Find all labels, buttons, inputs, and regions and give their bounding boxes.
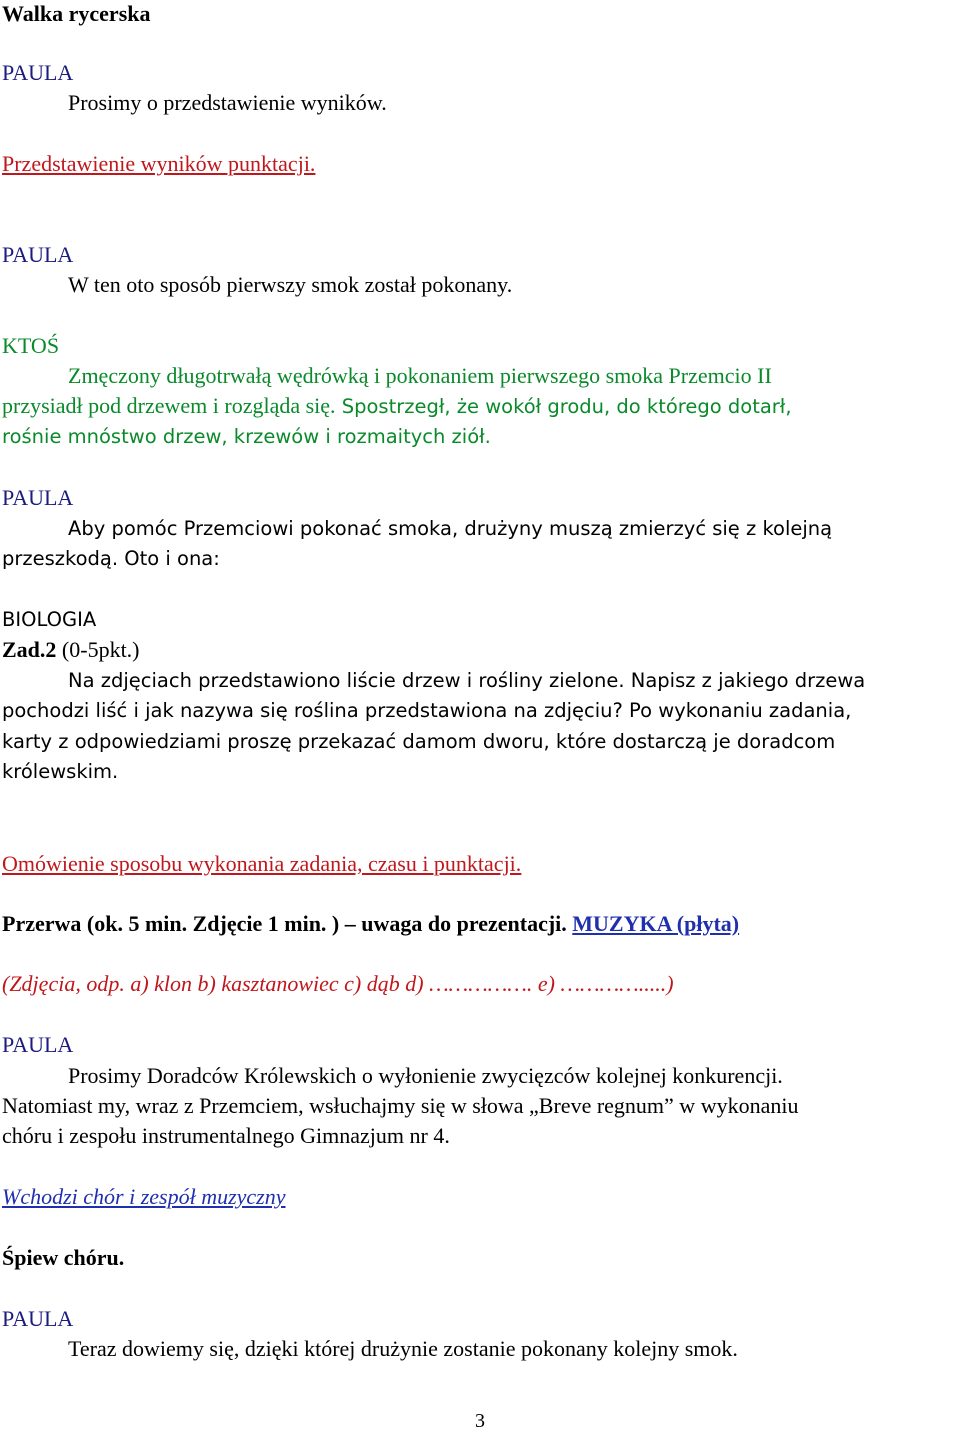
page-title: Walka rycerska <box>2 1 151 26</box>
task-line: karty z odpowiedziami proszę przekazać damom dworu, które dostarczą je doradcom <box>2 730 836 753</box>
answers-note: (Zdjęcia, odp. a) klon b) kasztanowiec c) dąb d) ……………. e) ………….....) <box>2 971 674 996</box>
dialogue-line: Aby pomóc Przemciowi pokonać smoka, drużyny muszą zmierzyć się z kolejną <box>68 517 833 540</box>
dialogue-segment: Oto i ona: <box>118 547 220 570</box>
dialogue-line: chóru i zespołu instrumentalnego Gimnazjum nr 4. <box>2 1123 450 1148</box>
task-segment: Na zdjęciach przedstawiono liście drzew i rośliny zielone. <box>68 669 625 692</box>
task-segment: Napisz z jakiego drzewa <box>624 669 866 692</box>
dialogue-line: Natomiast my, wraz z Przemciem, wsłuchajmy się w słowa „Breve regnum” w wykonaniu <box>2 1093 799 1118</box>
task-line <box>68 667 865 695</box>
dialogue-line: Prosimy Doradców Królewskich o wyłonienie zwycięzców kolejnej konkurencji. <box>68 1063 783 1088</box>
stage-note: Wchodzi chór i zespół muzyczny <box>2 1184 286 1209</box>
task-line <box>2 697 851 725</box>
dialogue-segment: przeszkodą. <box>2 547 119 570</box>
page-number: 3 <box>475 1410 485 1432</box>
stage-note: Omówienie sposobu wykonania zadania, czasu i punktacji. <box>2 851 522 876</box>
dialogue-line: Prosimy o przedstawienie wyników. <box>68 90 387 115</box>
stage-note: Przedstawienie wyników punktacji. <box>2 151 316 176</box>
task-segment: Po wykonaniu zadania, <box>622 699 852 722</box>
speaker-paula: PAULA <box>2 242 74 267</box>
break-text: Przerwa (ok. 5 min. Zdjęcie 1 min. ) – uwaga do prezentacji. <box>2 911 567 936</box>
dialogue-line <box>2 392 792 421</box>
speaker-paula: PAULA <box>2 60 74 85</box>
dialogue-segment: Spostrzegł, że wokół grodu, do którego dotarł, <box>335 395 792 418</box>
dialogue-line <box>2 545 220 573</box>
task-points: (0-5pkt.) <box>56 637 140 662</box>
task-label: Zad.2 <box>2 637 57 662</box>
dialogue-line: rośnie mnóstwo drzew, krzewów i rozmaitych ziół. <box>2 425 491 448</box>
speaker-paula: PAULA <box>2 1032 74 1057</box>
dialogue-segment: przysiadł pod drzewem i rozgląda się. <box>2 393 336 418</box>
task-heading <box>2 636 140 664</box>
break-line <box>2 910 739 938</box>
task-segment: pochodzi liść i jak nazywa się roślina przedstawiona na zdjęciu? <box>2 699 623 722</box>
dialogue-line: Teraz dowiemy się, dzięki której drużynie zostanie pokonany kolejny smok. <box>68 1336 738 1361</box>
music-note: MUZYKA (płyta) <box>572 911 740 936</box>
singing-heading: Śpiew chóru. <box>2 1245 125 1270</box>
speaker-paula: PAULA <box>2 485 74 510</box>
dialogue-line: W ten oto sposób pierwszy smok został pokonany. <box>68 272 513 297</box>
subject-heading: BIOLOGIA <box>2 608 97 631</box>
speaker-ktos: KTOŚ <box>2 333 60 358</box>
speaker-paula: PAULA <box>2 1306 74 1331</box>
task-line: królewskim. <box>2 760 119 783</box>
dialogue-line: Zmęczony długotrwałą wędrówką i pokonaniem pierwszego smoka Przemcio II <box>68 363 772 388</box>
